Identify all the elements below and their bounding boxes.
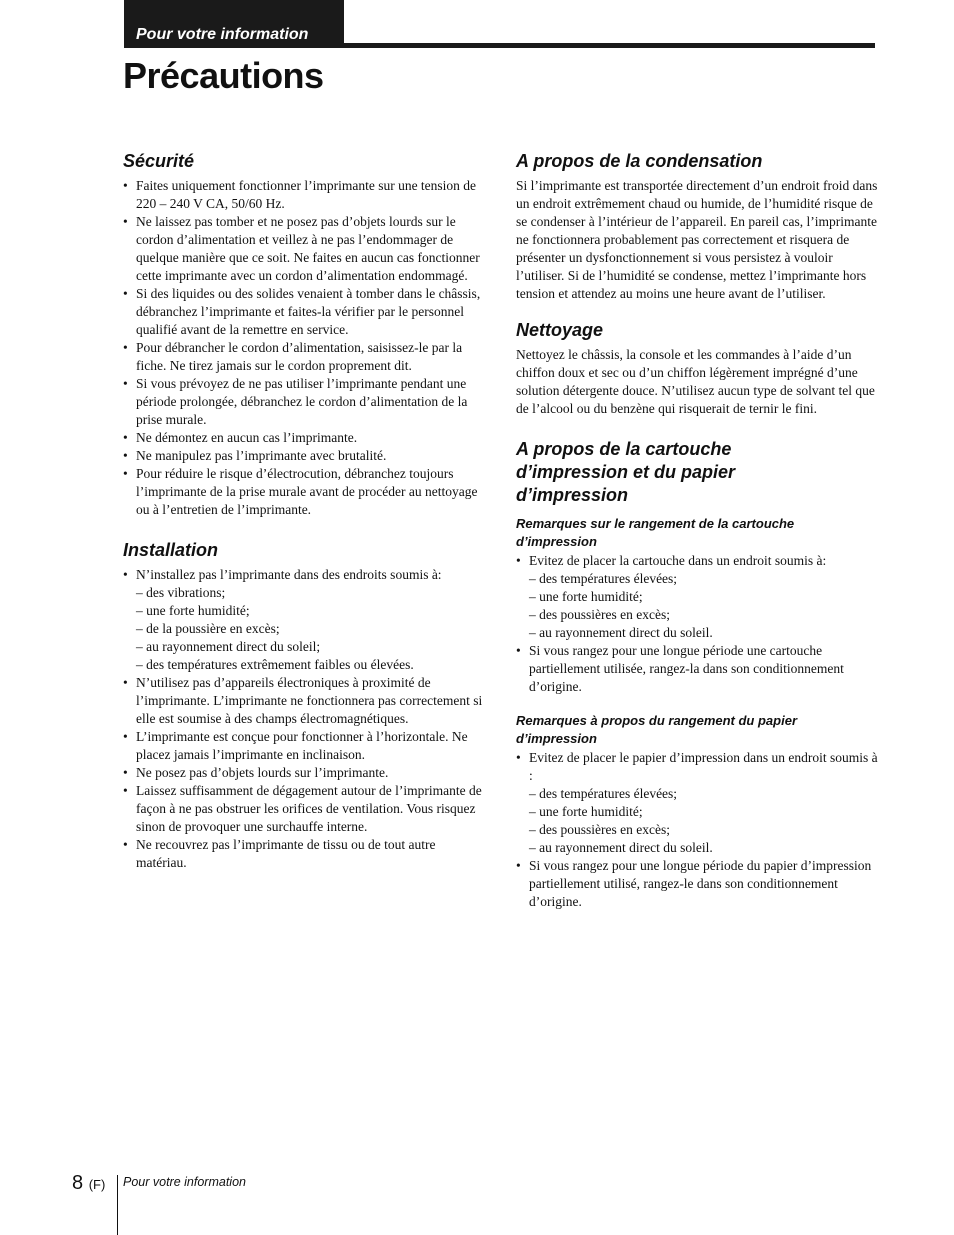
- page-suffix: (F): [88, 1177, 106, 1192]
- list-item: • Ne manipulez pas l’imprimante avec brutalité.: [123, 447, 485, 465]
- sub-item: – des températures extrêmement faibles ou élevées.: [136, 657, 414, 672]
- section-nettoyage: [516, 319, 878, 418]
- sub-item: – des poussières en excès;: [529, 822, 670, 837]
- sub-item: – des poussières en excès;: [529, 607, 670, 622]
- sub-item: – au rayonnement direct du soleil.: [529, 625, 713, 640]
- paper-storage-list: [516, 749, 878, 911]
- right-column: [516, 150, 878, 911]
- nettoyage-text: Nettoyez le châssis, la console et les commandes à l’aide d’un chiffon doux et sec ou d’un chiffon légèrement imprégné d’une solution détergente douce. N’utilisez aucun type de solvant tel que de l’alcool ou du benzène qui risquerait de ternir le fini.: [516, 347, 875, 416]
- list-item: • Pour réduire le risque d’électrocution, débranchez toujours l’imprimante de la prise murale avant de procéder au nettoyage ou à l’entretien de l’imprimante.: [123, 465, 485, 519]
- list-item: • Laissez suffisamment de dégagement autour de l’imprimante de façon à ne pas obstruer les orifices de ventilation. Vous risquez sinon de provoquer une surchauffe interne.: [123, 782, 485, 836]
- list-item: • Ne laissez pas tomber et ne posez pas d’objets lourds sur le cordon d’alimentation et veillez à ne pas l’endommager de quelque manière que ce soit. Ne faites en aucun cas fonctionner cette imprimante avec un cordon d’alimentation endommagé.: [123, 213, 485, 285]
- sub-item: – des températures élevées;: [529, 571, 678, 586]
- list-item: • N’utilisez pas d’appareils électroniques à proximité de l’imprimante. L’imprimante ne fonctionnera pas correctement si elle est soumise à des champs électromagnétiques.: [123, 674, 485, 728]
- list-item: [516, 552, 878, 642]
- heading-installation: Installation: [123, 540, 219, 560]
- list-item: • Ne recouvrez pas l’imprimante de tissu ou de tout autre matériau.: [123, 836, 485, 872]
- footer-section-label: Pour votre information: [123, 1175, 246, 1189]
- page-number: [72, 1170, 105, 1198]
- condensation-text: Si l’imprimante est transportée directement d’un endroit froid dans un endroit extrêmement chaud ou humide, de l’humidité risque de se condenser à l’intérieur de l’appareil. En pareil cas, l’imprimante ne fonctionnera probablement pas correctement et risquera de présenter un dysfonctionnement si vous persistez à vouloir l’utiliser. Si de l’humidité se condense, mettez l’imprimante hors tension et attendez au moins une heure avant de l’utiliser.: [516, 178, 878, 301]
- heading-line: d’impression: [516, 485, 629, 505]
- list-item: • Si vous rangez pour une longue période du papier d’impression partiellement utilisé, rangez-le dans son conditionnement d’origine.: [516, 857, 878, 911]
- list-item: • Si vous rangez pour une longue période une cartouche partiellement utilisée, rangez-la dans son conditionnement d’origine.: [516, 642, 878, 696]
- cartridge-storage-list: [516, 552, 878, 696]
- list-item: [123, 566, 485, 674]
- installation-list: [123, 566, 485, 872]
- heading-line: d’impression et du papier: [516, 462, 736, 482]
- heading-condensation: A propos de la condensation: [516, 151, 763, 171]
- subheading-paper-storage: Remarques à propos du rangement du papier d’impression: [516, 713, 797, 746]
- sub-item: – au rayonnement direct du soleil.: [529, 840, 713, 855]
- list-item: [516, 749, 878, 857]
- list-item: • Pour débrancher le cordon d’alimentation, saisissez-le par la fiche. Ne tirez jamais sur le cordon proprement dit.: [123, 339, 485, 375]
- list-item: • Faites uniquement fonctionner l’imprimante sur une tension de 220 – 240 V CA, 50/60 Hz.: [123, 177, 485, 213]
- list-item-intro: • N’installez pas l’imprimante dans des endroits soumis à:: [136, 567, 442, 582]
- footer-divider: [117, 1175, 118, 1235]
- securite-list: [123, 177, 485, 519]
- sub-item: – de la poussière en excès;: [136, 621, 280, 636]
- page-number-value: 8: [72, 1172, 84, 1194]
- sub-item: – au rayonnement direct du soleil;: [136, 639, 321, 654]
- list-item: • Si vous prévoyez de ne pas utiliser l’imprimante pendant une période prolongée, débranchez le cordon d’alimentation de la prise murale.: [123, 375, 485, 429]
- heading-line: A propos de la cartouche: [516, 439, 732, 459]
- section-condensation: [516, 150, 878, 303]
- list-item: • Ne démontez en aucun cas l’imprimante.: [123, 429, 485, 447]
- list-item-intro: • Evitez de placer la cartouche dans un endroit soumis à:: [529, 553, 827, 568]
- list-item: • L’imprimante est conçue pour fonctionner à l’horizontale. Ne placez jamais l’imprimante en inclinaison.: [123, 728, 485, 764]
- section-tab: Pour votre information: [124, 0, 344, 44]
- list-item-intro: • Evitez de placer le papier d’impression dans un endroit soumis à :: [529, 750, 878, 783]
- section-cartouche: [516, 438, 878, 911]
- list-item: • Ne posez pas d’objets lourds sur l’imprimante.: [123, 764, 485, 782]
- page-title: Précautions: [123, 55, 324, 96]
- sub-item: – des températures élevées;: [529, 786, 678, 801]
- heading-securite: Sécurité: [123, 151, 195, 171]
- header-rule: [124, 43, 875, 48]
- section-securite: [123, 150, 485, 519]
- sub-item: – une forte humidité;: [136, 603, 250, 618]
- sub-item: – une forte humidité;: [529, 589, 643, 604]
- section-installation: [123, 539, 485, 872]
- sub-item: – des vibrations;: [136, 585, 226, 600]
- left-column: [123, 150, 485, 872]
- subheading-cartridge-storage: Remarques sur le rangement de la cartouche d’impression: [516, 516, 795, 549]
- heading-cartouche: [516, 438, 878, 507]
- list-item: • Si des liquides ou des solides venaient à tomber dans le châssis, débranchez l’imprimante et faites-la vérifier par le personnel qualifié avant de la remettre en service.: [123, 285, 485, 339]
- sub-item: – une forte humidité;: [529, 804, 643, 819]
- heading-nettoyage: Nettoyage: [516, 320, 604, 340]
